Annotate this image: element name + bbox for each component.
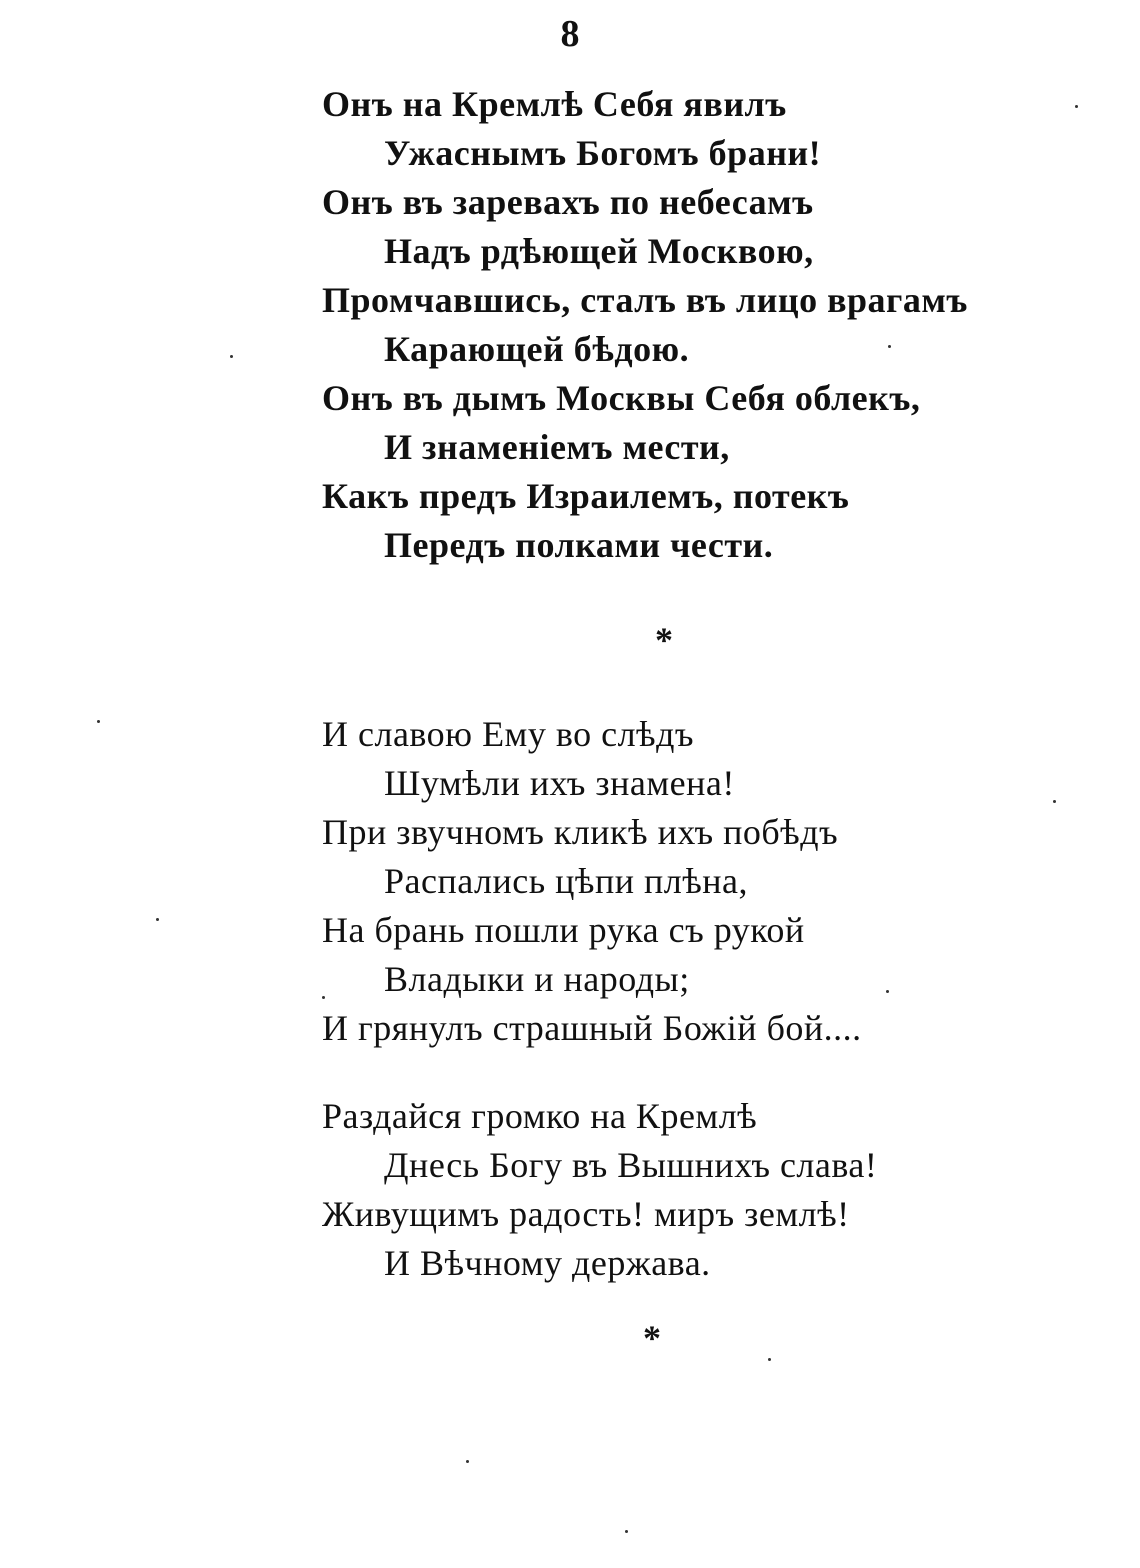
poem-line: И знаменіемъ мести, [384,427,730,467]
scan-speck [466,1460,469,1463]
scan-speck [1053,800,1056,803]
poem-line: Онъ на Кремлѣ Себя явилъ [322,84,787,124]
poem-line: Онъ въ заревахъ по небесамъ [322,182,814,222]
scan-speck [886,990,889,993]
poem-line: Живущимъ радость! миръ землѣ! [322,1194,850,1234]
stanza-3 [322,1092,1082,1288]
poem-line: Карающей бѣдою. [384,329,690,369]
scan-speck [97,720,100,723]
scan-speck [230,355,233,358]
section-separator: * [655,620,673,660]
page-number: 8 [560,13,580,55]
poem-line: Владыки и народы; [384,959,690,999]
poem-line: И грянулъ страшный Божій бой.... [322,1008,862,1048]
poem-line: На брань пошли рука съ рукой [322,910,805,950]
poem-line: Ужаснымъ Богомъ брани! [384,133,822,173]
scan-speck [1075,105,1078,108]
stanza-1 [322,80,1082,570]
scan-speck [768,1358,771,1361]
poem-line: Шумѣли ихъ знамена! [384,763,735,803]
stanza-2 [322,710,1082,1053]
poem-line: Какъ предъ Израилемъ, потекъ [322,476,850,516]
scan-speck [322,996,325,999]
poem-line: Раздайся громко на Кремлѣ [322,1096,758,1136]
scan-speck [888,345,891,348]
poem-line: И Вѣчному держава. [384,1243,711,1283]
section-separator: * [643,1318,661,1358]
poem-line: Передъ полками чести. [384,525,774,565]
poem-line: Надъ рдѣющей Москвою, [384,231,814,271]
poem-line: Промчавшись, сталъ въ лицо врагамъ [322,280,968,320]
poem-line: При звучномъ кликѣ ихъ побѣдъ [322,812,839,852]
poem-line: Онъ въ дымъ Москвы Себя облекъ, [322,378,921,418]
poem-line: И славою Ему во слѣдъ [322,714,695,754]
scan-speck [625,1530,628,1533]
poem-line: Распались цѣпи плѣна, [384,861,749,901]
poem-line: Днесь Богу въ Вышнихъ слава! [384,1145,878,1185]
scan-speck [156,918,159,921]
